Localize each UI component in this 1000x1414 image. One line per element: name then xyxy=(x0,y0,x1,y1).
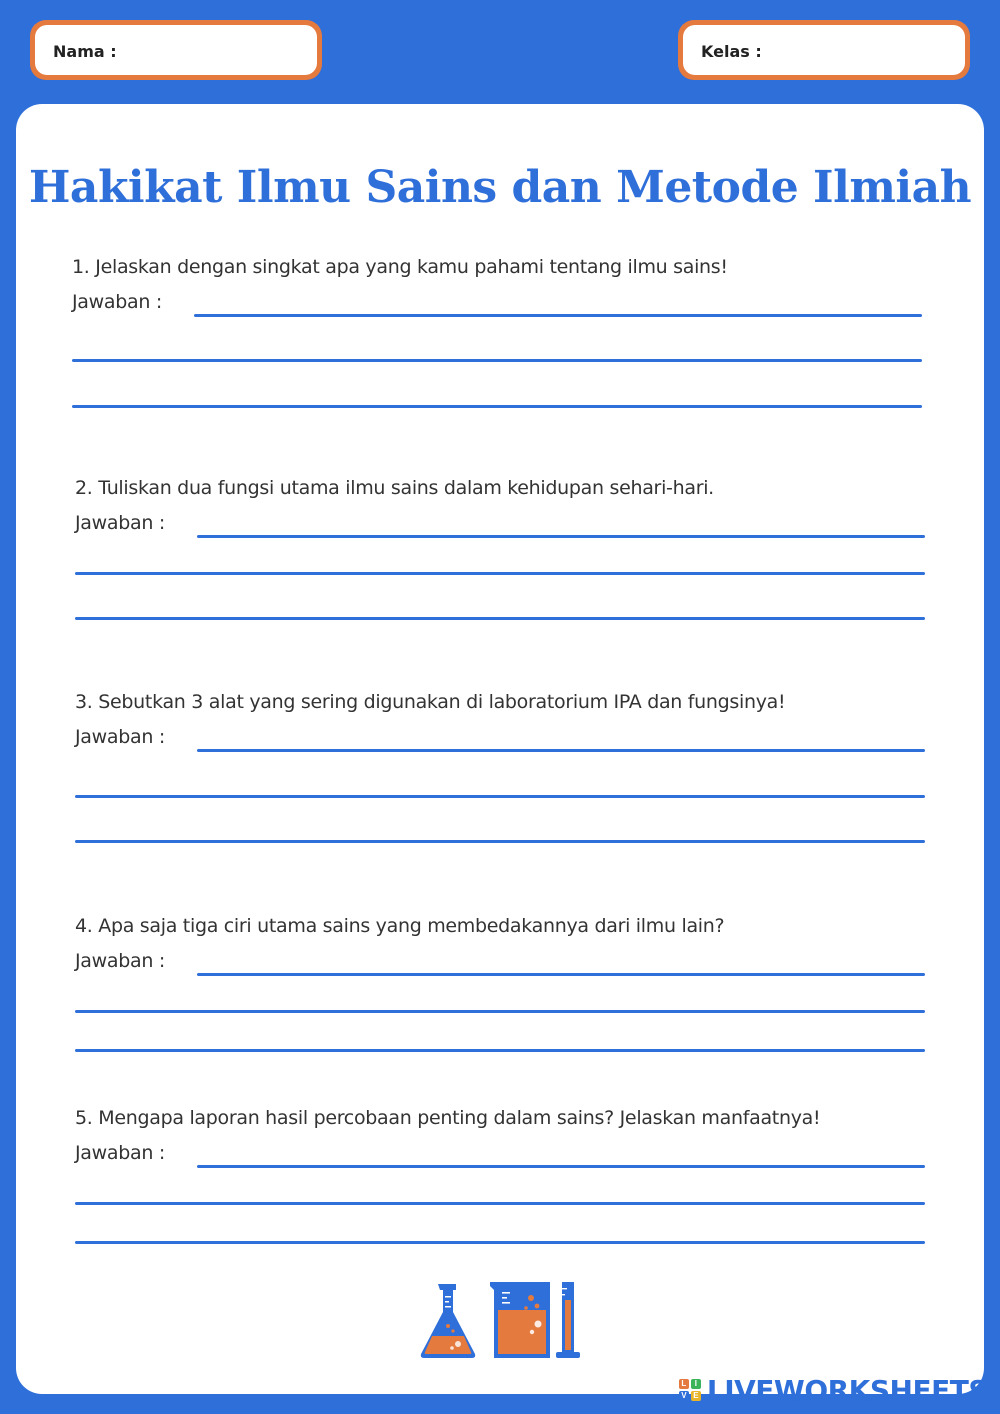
nama-field[interactable] xyxy=(30,20,322,80)
nama-label: Nama : xyxy=(53,42,117,61)
answer-label-2: Jawaban : xyxy=(75,512,165,534)
answer-line-1c[interactable] xyxy=(72,405,922,408)
answer-line-3c[interactable] xyxy=(75,840,925,843)
answer-label-4: Jawaban : xyxy=(75,950,165,972)
question-4: 4. Apa saja tiga ciri utama sains yang membedakannya dari ilmu lain? xyxy=(75,915,725,937)
lab-icons xyxy=(418,1278,588,1362)
graduated-cylinder-icon xyxy=(556,1282,580,1358)
answer-line-3b[interactable] xyxy=(75,795,925,798)
answer-line-5a[interactable] xyxy=(197,1165,925,1168)
answer-line-1a[interactable] xyxy=(194,314,922,317)
kelas-field[interactable] xyxy=(678,20,970,80)
kelas-label: Kelas : xyxy=(701,42,762,61)
answer-line-1b[interactable] xyxy=(72,359,922,362)
answer-line-2c[interactable] xyxy=(75,617,925,620)
logo-letter: E xyxy=(691,1391,701,1401)
question-3: 3. Sebutkan 3 alat yang sering digunakan di laboratorium IPA dan fungsinya! xyxy=(75,691,786,713)
answer-label-5: Jawaban : xyxy=(75,1142,165,1164)
answer-label-1: Jawaban : xyxy=(72,291,162,313)
liveworksheets-watermark xyxy=(679,1372,988,1408)
question-2: 2. Tuliskan dua fungsi utama ilmu sains dalam kehidupan sehari-hari. xyxy=(75,477,714,499)
answer-line-4b[interactable] xyxy=(75,1010,925,1013)
answer-label-3: Jawaban : xyxy=(75,726,165,748)
answer-line-2b[interactable] xyxy=(75,572,925,575)
kelas-field-inner[interactable] xyxy=(683,25,965,75)
logo-letter: L xyxy=(679,1379,689,1389)
watermark-text: LIVEWORKSHEETS xyxy=(706,1373,988,1407)
logo-letter: V xyxy=(679,1391,689,1401)
question-5: 5. Mengapa laporan hasil percobaan penting dalam sains? Jelaskan manfaatnya! xyxy=(75,1107,821,1129)
answer-line-4c[interactable] xyxy=(75,1049,925,1052)
answer-line-5c[interactable] xyxy=(75,1241,925,1244)
answer-line-4a[interactable] xyxy=(197,973,925,976)
nama-field-inner[interactable] xyxy=(35,25,317,75)
question-1: 1. Jelaskan dengan singkat apa yang kamu pahami tentang ilmu sains! xyxy=(72,256,728,278)
answer-line-2a[interactable] xyxy=(197,535,925,538)
answer-line-5b[interactable] xyxy=(75,1202,925,1205)
beaker-icon xyxy=(490,1282,550,1358)
worksheet-title: Hakikat Ilmu Sains dan Metode Ilmiah xyxy=(28,162,972,213)
liveworksheets-logo-icon xyxy=(679,1379,701,1401)
logo-letter: I xyxy=(691,1379,701,1389)
answer-line-3a[interactable] xyxy=(197,749,925,752)
erlenmeyer-flask-icon xyxy=(421,1284,475,1358)
